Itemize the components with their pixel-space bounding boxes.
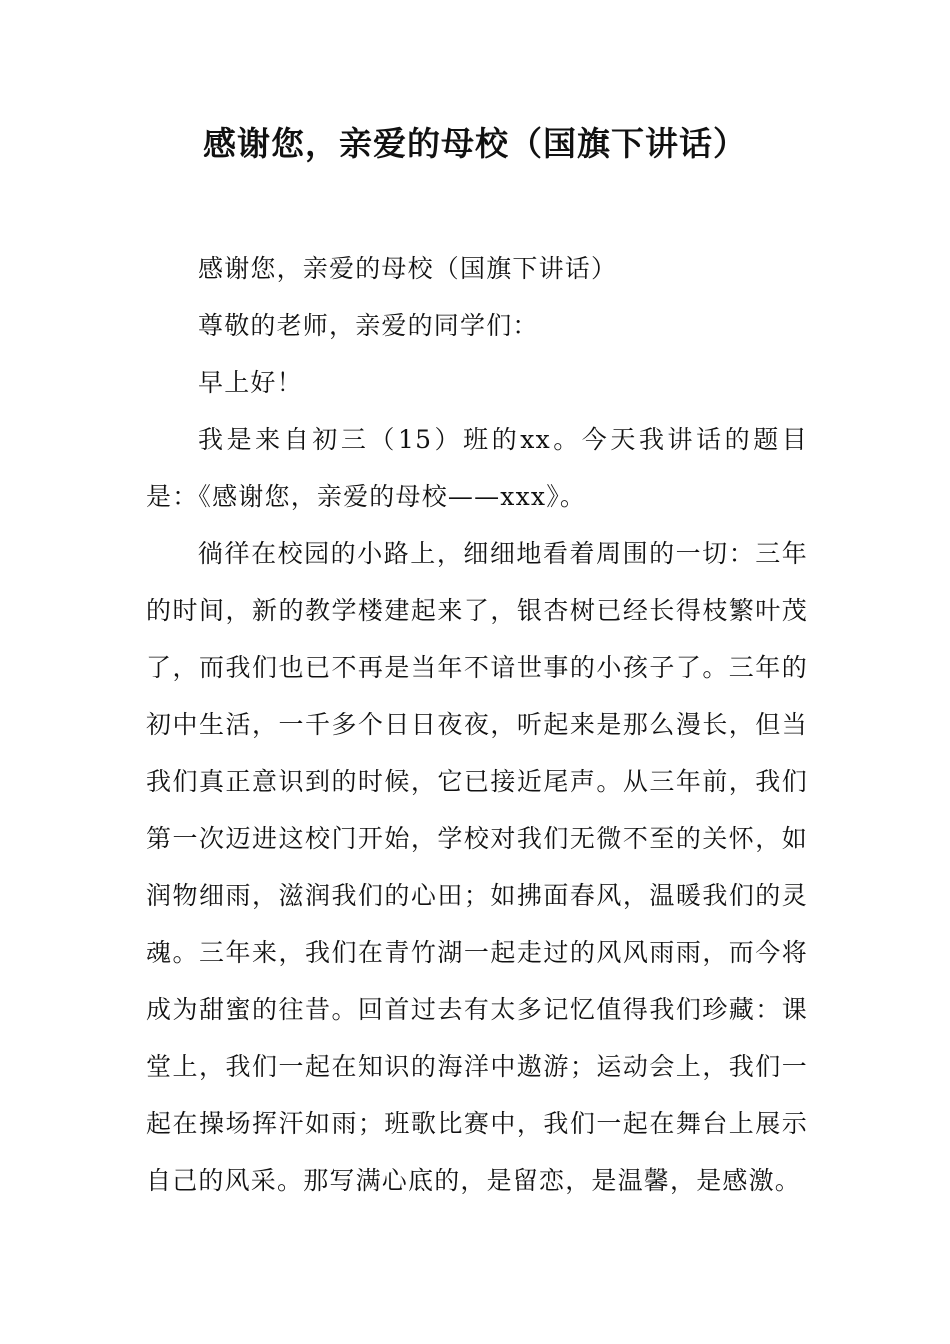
- paragraph-greeting: 早上好！: [198, 368, 303, 397]
- paragraph-salutation: 尊敬的老师，亲爱的同学们：: [198, 311, 539, 340]
- paragraph-introduction: 我是来自初三（15）班的xx。今天我讲话的题目是：《感谢您，亲爱的母校——xxx》。: [146, 425, 808, 511]
- document-body: [146, 240, 808, 1209]
- paragraph-main: 徜徉在校园的小路上，细细地看着周围的一切：三年的时间，新的教学楼建起来了，银杏树已经长得枝繁叶茂了，而我们也已不再是当年不谙世事的小孩子了。三年的初中生活，一千多个日日夜夜，听起来是那么漫长，但当我们真正意识到的时候，它已接近尾声。从三年前，我们第一次迈进这校门开始，学校对我们无微不至的关怀，如润物细雨，滋润我们的心田；如拂面春风，温暖我们的灵魂。三年来，我们在青竹湖一起走过的风风雨雨，而今将成为甜蜜的往昔。回首过去有太多记忆值得我们珍藏：课堂上，我们一起在知识的海洋中遨游；运动会上，我们一起在操场挥汗如雨；班歌比赛中，我们一起在舞台上展示自己的风采。那写满心底的，是留恋，是温馨，是感激。: [146, 539, 808, 1195]
- paragraph-heading: 感谢您，亲爱的母校（国旗下讲话）: [198, 254, 618, 283]
- document-title: 感谢您，亲爱的母校（国旗下讲话）: [203, 124, 747, 163]
